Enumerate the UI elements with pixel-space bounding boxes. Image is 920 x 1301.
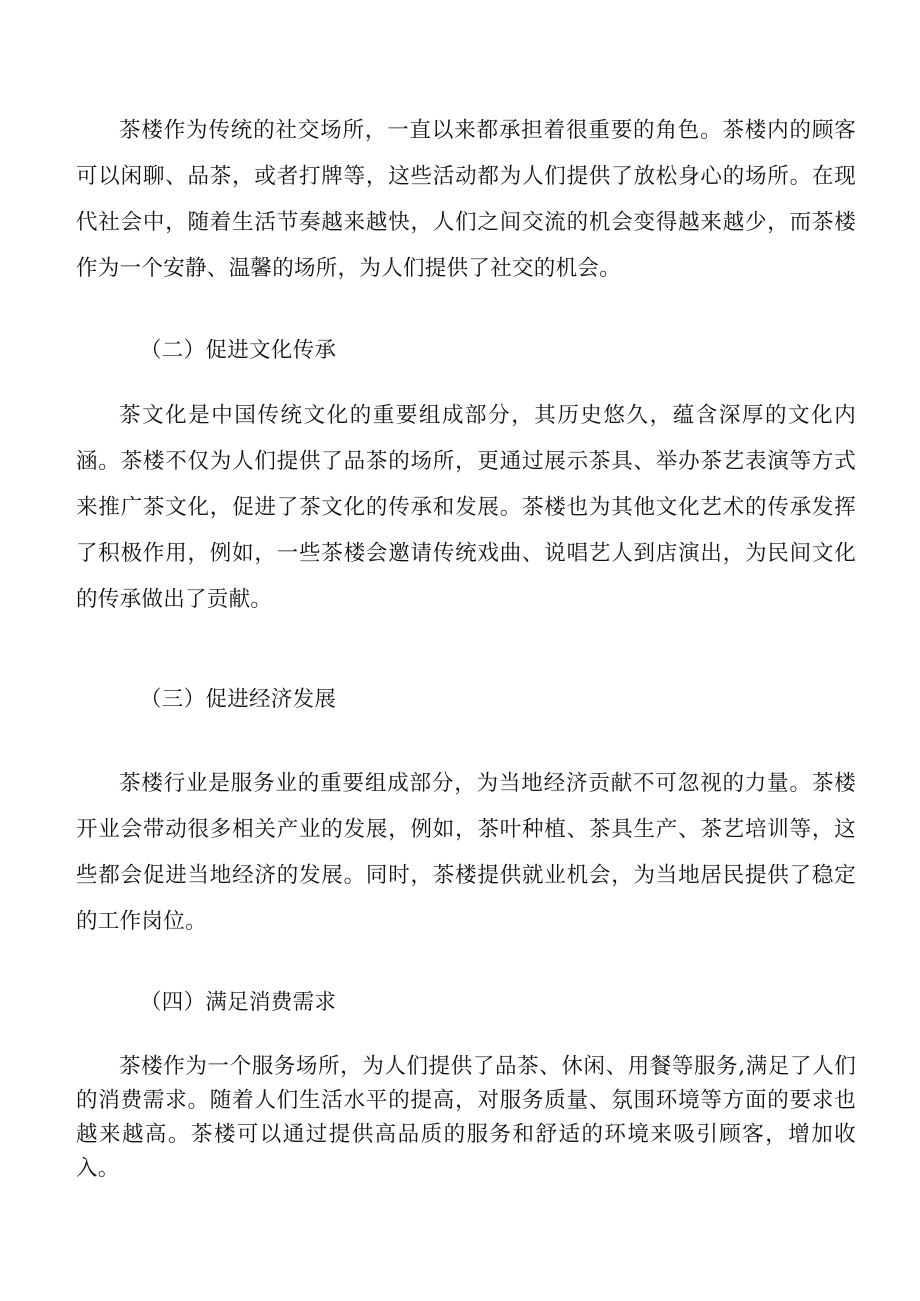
paragraph-economy: 茶楼行业是服务业的重要组成部分，为当地经济贡献不可忽视的力量。茶楼开业会带动很多相关产业的发展，例如，茶叶种植、茶具生产、茶艺培训等，这些都会促进当地经济的发展。同时，茶楼提供就业机会，为当地居民提供了稳定的工作岗位。	[76, 771, 856, 934]
section-heading-consumption: （四）满足消费需求	[140, 990, 337, 1015]
paragraph-culture: 茶文化是中国传统文化的重要组成部分，其历史悠久，蕴含深厚的文化内涵。茶楼不仅为人们提供了品茶的场所，更通过展示茶具、举办茶艺表演等方式来推广茶文化，促进了茶文化的传承和发展。茶楼也为其他文化艺术的传承发挥了积极作用，例如，一些茶楼会邀请传统戏曲、说唱艺人到店演出，为民间文化的传承做出了贡献。	[76, 403, 856, 612]
section-heading-culture: （二）促进文化传承	[140, 338, 337, 363]
section-heading-economy: （三）促进经济发展	[140, 687, 337, 712]
paragraph-consumption: 茶楼作为一个服务场所，为人们提供了品茶、休闲、用餐等服务,满足了人们的消费需求。随着人们生活水平的提高，对服务质量、氛围环境等方面的要求也越来越高。茶楼可以通过提供高品质的服务和舒适的环境来吸引顾客，增加收入。	[76, 1054, 856, 1181]
paragraph-social-venue: 茶楼作为传统的社交场所，一直以来都承担着很重要的角色。茶楼内的顾客可以闲聊、品茶，或者打牌等，这些活动都为人们提供了放松身心的场所。在现代社会中，随着生活节奏越来越快，人们之间交流的机会变得越来越少，而茶楼作为一个安静、温馨的场所，为人们提供了社交的机会。	[76, 118, 856, 281]
